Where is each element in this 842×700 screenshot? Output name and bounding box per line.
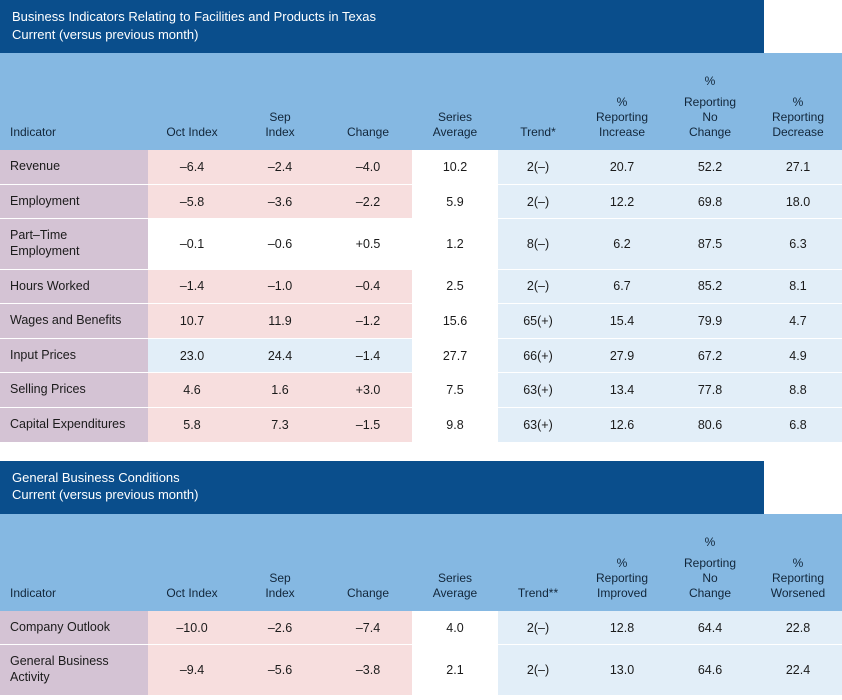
cell-series-average: 10.2 <box>412 150 498 184</box>
table-row <box>0 611 842 645</box>
header-pct-no-change-top: % <box>666 53 754 89</box>
table-1-header-spacer-row <box>0 53 842 89</box>
header-series-average-line-1: Series <box>437 110 472 125</box>
header-pct-worsened <box>754 550 842 611</box>
cell-change: –3.8 <box>324 645 412 695</box>
cell-sep-index: 24.4 <box>236 338 324 373</box>
header-oct-index: Oct Index <box>148 89 236 150</box>
header-pct-no-change-line-2: Reporting <box>683 95 737 110</box>
cell-sep-index: 11.9 <box>236 304 324 339</box>
header-pct-worsened-line-2: Reporting <box>771 570 825 585</box>
header-pct-improved-line-2: Reporting <box>595 570 649 585</box>
cell-change: –7.4 <box>324 611 412 645</box>
cell-trend: 65(+) <box>498 304 578 339</box>
table-row <box>0 338 842 373</box>
header-pct-decrease-line-1: % <box>792 95 804 110</box>
spacer-cell-3 <box>236 53 324 89</box>
general-business-conditions-table <box>0 514 842 696</box>
cell-pct-no-change: 85.2 <box>666 269 754 304</box>
table-row <box>0 373 842 408</box>
table-2-title-line-1: General Business Conditions <box>12 469 180 485</box>
cell-pct-no-change: 87.5 <box>666 219 754 269</box>
table-1-title-line-2: Current (versus previous month) <box>12 26 199 42</box>
header-trend: Trend** <box>498 550 578 611</box>
row-label: Hours Worked <box>0 269 148 304</box>
cell-trend: 63(+) <box>498 408 578 443</box>
header-pct-no-change <box>666 89 754 150</box>
cell-sep-index: –2.6 <box>236 611 324 645</box>
header-pct-increase <box>578 89 666 150</box>
header-pct-worsened-line-1: % <box>792 555 804 570</box>
cell-trend: 2(–) <box>498 269 578 304</box>
cell-trend: 2(–) <box>498 150 578 184</box>
cell-series-average: 2.5 <box>412 269 498 304</box>
header-series-average-line-1: Series <box>437 570 472 585</box>
header-pct-no-change-line-4: Change <box>688 125 732 140</box>
spacer-cell-1 <box>0 53 148 89</box>
header-pct-increase-line-2: Reporting <box>595 110 649 125</box>
spacer-cell-2 <box>148 53 236 89</box>
table-1-head <box>0 53 842 150</box>
cell-oct-index: 4.6 <box>148 373 236 408</box>
cell-trend: 66(+) <box>498 338 578 373</box>
cell-oct-index: 10.7 <box>148 304 236 339</box>
header-indicator: Indicator <box>0 550 148 611</box>
table-2-header-row <box>0 550 842 611</box>
cell-oct-index: 23.0 <box>148 338 236 373</box>
table-1-title <box>0 0 764 53</box>
cell-trend: 2(–) <box>498 645 578 695</box>
header-series-average <box>412 550 498 611</box>
header-pct-improved <box>578 550 666 611</box>
cell-series-average: 1.2 <box>412 219 498 269</box>
cell-pct-no-change: 77.8 <box>666 373 754 408</box>
spacer-cell-3 <box>236 514 324 550</box>
table-1-body <box>0 150 842 442</box>
header-sep-index-line-1: Sep <box>269 570 291 585</box>
table-row <box>0 269 842 304</box>
cell-pct-no-change: 64.4 <box>666 611 754 645</box>
spacer-cell-6 <box>498 53 578 89</box>
cell-sep-index: 7.3 <box>236 408 324 443</box>
cell-pct-decrease: 27.1 <box>754 150 842 184</box>
cell-pct-decrease: 8.8 <box>754 373 842 408</box>
cell-sep-index: –3.6 <box>236 184 324 219</box>
cell-series-average: 7.5 <box>412 373 498 408</box>
row-label: Wages and Benefits <box>0 304 148 339</box>
table-row <box>0 408 842 443</box>
table-row <box>0 184 842 219</box>
cell-pct-no-change: 80.6 <box>666 408 754 443</box>
table-2-head <box>0 514 842 611</box>
cell-change: +0.5 <box>324 219 412 269</box>
cell-pct-no-change: 79.9 <box>666 304 754 339</box>
cell-pct-no-change: 64.6 <box>666 645 754 695</box>
cell-pct-increase: 12.2 <box>578 184 666 219</box>
spacer-cell-4 <box>324 514 412 550</box>
header-sep-index <box>236 89 324 150</box>
cell-pct-increase: 20.7 <box>578 150 666 184</box>
table-2-title <box>0 461 764 514</box>
table-2-header-spacer-row <box>0 514 842 550</box>
header-trend: Trend* <box>498 89 578 150</box>
header-indicator: Indicator <box>0 89 148 150</box>
header-pct-no-change-line-3: No <box>702 110 718 125</box>
cell-change: +3.0 <box>324 373 412 408</box>
spacer-cell-9 <box>754 53 842 89</box>
cell-trend: 63(+) <box>498 373 578 408</box>
spacer-cell-6 <box>498 514 578 550</box>
header-pct-no-change-line-3: No <box>702 570 718 585</box>
table-row <box>0 219 842 269</box>
table-1-title-line-1: Business Indicators Relating to Facilities and Products in Texas <box>12 9 376 24</box>
header-pct-increase-line-1: % <box>616 95 628 110</box>
cell-pct-increase: 27.9 <box>578 338 666 373</box>
cell-oct-index: 5.8 <box>148 408 236 443</box>
header-change: Change <box>324 550 412 611</box>
header-pct-worsened-line-3: Worsened <box>770 585 826 600</box>
cell-oct-index: –10.0 <box>148 611 236 645</box>
cell-sep-index: 1.6 <box>236 373 324 408</box>
cell-pct-increase: 6.2 <box>578 219 666 269</box>
cell-pct-increase: 15.4 <box>578 304 666 339</box>
table-1-header-row <box>0 89 842 150</box>
spacer-cell-1 <box>0 514 148 550</box>
table-row <box>0 150 842 184</box>
header-pct-decrease <box>754 89 842 150</box>
cell-pct-decrease: 6.8 <box>754 408 842 443</box>
header-change: Change <box>324 89 412 150</box>
cell-pct-no-change: 52.2 <box>666 150 754 184</box>
cell-change: –0.4 <box>324 269 412 304</box>
cell-oct-index: –6.4 <box>148 150 236 184</box>
cell-pct-decrease: 18.0 <box>754 184 842 219</box>
cell-series-average: 2.1 <box>412 645 498 695</box>
header-pct-decrease-line-2: Reporting <box>771 110 825 125</box>
header-series-average <box>412 89 498 150</box>
row-label: General Business Activity <box>0 645 148 695</box>
row-label: Selling Prices <box>0 373 148 408</box>
header-pct-no-change-line-2: Reporting <box>683 555 737 570</box>
header-sep-index-line-2: Index <box>265 585 295 600</box>
spacer-cell-9 <box>754 514 842 550</box>
spacer-cell-7 <box>578 53 666 89</box>
spacer-cell-4 <box>324 53 412 89</box>
header-pct-improved-line-1: % <box>616 555 628 570</box>
spacer-cell-5 <box>412 514 498 550</box>
cell-pct-increase: 6.7 <box>578 269 666 304</box>
cell-trend: 8(–) <box>498 219 578 269</box>
header-pct-no-change-line-4: Change <box>688 585 732 600</box>
row-label: Employment <box>0 184 148 219</box>
cell-change: –1.2 <box>324 304 412 339</box>
row-label: Input Prices <box>0 338 148 373</box>
spacer-cell-2 <box>148 514 236 550</box>
cell-oct-index: –0.1 <box>148 219 236 269</box>
spacer-cell-5 <box>412 53 498 89</box>
spacer-cell-7 <box>578 514 666 550</box>
cell-pct-worsened: 22.8 <box>754 611 842 645</box>
row-label: Capital Expenditures <box>0 408 148 443</box>
row-label: Company Outlook <box>0 611 148 645</box>
cell-trend: 2(–) <box>498 611 578 645</box>
cell-sep-index: –0.6 <box>236 219 324 269</box>
header-pct-increase-line-3: Increase <box>598 125 646 140</box>
section-gap <box>0 443 764 461</box>
cell-series-average: 9.8 <box>412 408 498 443</box>
cell-sep-index: –2.4 <box>236 150 324 184</box>
cell-oct-index: –9.4 <box>148 645 236 695</box>
header-sep-index-line-1: Sep <box>269 110 291 125</box>
header-pct-no-change <box>666 550 754 611</box>
cell-change: –4.0 <box>324 150 412 184</box>
cell-pct-improved: 13.0 <box>578 645 666 695</box>
cell-pct-decrease: 4.7 <box>754 304 842 339</box>
table-2-title-line-2: Current (versus previous month) <box>12 487 199 503</box>
header-series-average-line-2: Average <box>432 585 478 600</box>
cell-change: –2.2 <box>324 184 412 219</box>
cell-pct-decrease: 8.1 <box>754 269 842 304</box>
cell-pct-no-change: 67.2 <box>666 338 754 373</box>
header-series-average-line-2: Average <box>432 125 478 140</box>
table-row <box>0 645 842 695</box>
cell-change: –1.4 <box>324 338 412 373</box>
cell-trend: 2(–) <box>498 184 578 219</box>
table-2-body <box>0 611 842 695</box>
row-label: Part–Time Employment <box>0 219 148 269</box>
cell-pct-increase: 13.4 <box>578 373 666 408</box>
cell-pct-decrease: 6.3 <box>754 219 842 269</box>
business-indicators-table <box>0 53 842 443</box>
row-label: Revenue <box>0 150 148 184</box>
cell-series-average: 15.6 <box>412 304 498 339</box>
header-oct-index: Oct Index <box>148 550 236 611</box>
cell-pct-no-change: 69.8 <box>666 184 754 219</box>
header-pct-decrease-line-3: Decrease <box>772 125 824 140</box>
cell-change: –1.5 <box>324 408 412 443</box>
cell-sep-index: –1.0 <box>236 269 324 304</box>
cell-pct-improved: 12.8 <box>578 611 666 645</box>
cell-pct-worsened: 22.4 <box>754 645 842 695</box>
cell-oct-index: –5.8 <box>148 184 236 219</box>
header-pct-improved-line-3: Improved <box>596 585 648 600</box>
cell-pct-decrease: 4.9 <box>754 338 842 373</box>
cell-pct-increase: 12.6 <box>578 408 666 443</box>
table-row <box>0 304 842 339</box>
general-business-conditions-table-block <box>0 461 826 696</box>
cell-series-average: 4.0 <box>412 611 498 645</box>
header-sep-index <box>236 550 324 611</box>
cell-series-average: 27.7 <box>412 338 498 373</box>
cell-series-average: 5.9 <box>412 184 498 219</box>
cell-oct-index: –1.4 <box>148 269 236 304</box>
header-sep-index-line-2: Index <box>265 125 295 140</box>
cell-sep-index: –5.6 <box>236 645 324 695</box>
header-pct-no-change-top: % <box>666 514 754 550</box>
